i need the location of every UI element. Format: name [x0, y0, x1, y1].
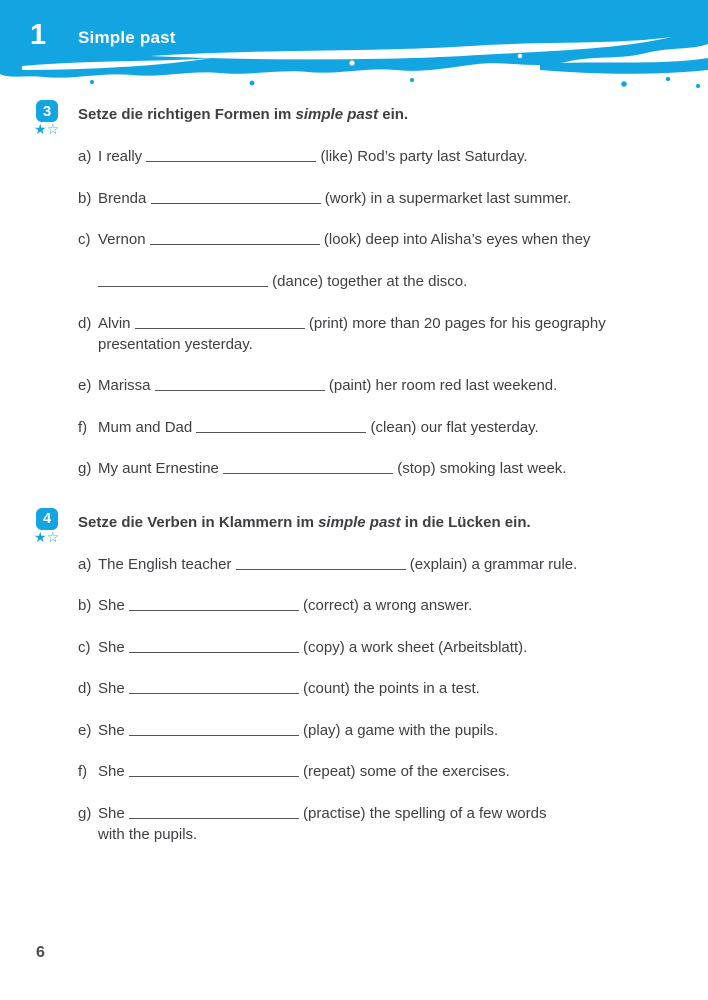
exercise-item — [78, 417, 684, 438]
item-label: a) — [78, 555, 92, 573]
item-text-segment: (stop) smoking last week. — [393, 460, 567, 477]
item-label: e) — [78, 377, 92, 394]
item-line — [98, 595, 684, 616]
item-content — [98, 313, 684, 355]
exercise-item — [78, 595, 684, 616]
item-line — [98, 417, 684, 438]
chapter-title: Simple past — [78, 28, 176, 47]
item-label: c) — [78, 638, 91, 656]
item-text-segment: (paint) her room red last weekend. — [324, 377, 558, 394]
exercise-4 — [36, 508, 684, 866]
exercise-item — [78, 188, 684, 209]
item-text-segment: Alvin — [98, 314, 135, 332]
answer-blank — [129, 639, 299, 653]
item-line — [98, 334, 684, 355]
item-text-segment: Vernon — [98, 231, 150, 248]
item-line — [98, 554, 684, 575]
difficulty-stars — [34, 123, 78, 138]
item-text-segment: (clean) our flat yesterday. — [366, 418, 539, 436]
answer-blank — [150, 231, 320, 245]
instruction-term: simple past — [295, 106, 379, 123]
answer-blank — [129, 680, 299, 694]
item-text-segment: Marissa — [98, 377, 155, 394]
item-label: a) — [78, 148, 92, 165]
item-label: c) — [78, 231, 91, 248]
exercise-instruction — [78, 100, 684, 125]
chapter-number: 1 — [30, 19, 47, 51]
item-label: g) — [78, 460, 92, 477]
item-text-segment: She — [98, 680, 129, 697]
item-line — [98, 375, 684, 396]
exercise-item — [78, 146, 684, 167]
item-content — [98, 720, 684, 741]
answer-blank — [129, 763, 299, 777]
star-outline-icon: ☆ — [46, 529, 60, 546]
exercise-item — [78, 458, 684, 479]
item-content — [98, 637, 684, 658]
item-text-segment: (explain) a grammar rule. — [405, 555, 578, 573]
exercise-items — [78, 554, 684, 845]
exercise-item — [78, 761, 684, 782]
instruction-text: Setze die richtigen Formen im — [78, 106, 296, 123]
exercise-number-badge: 3 — [36, 100, 58, 122]
exercise-number-badge: 4 — [36, 508, 58, 530]
item-content — [98, 678, 684, 699]
exercise-body — [78, 100, 684, 500]
exercise-3 — [36, 100, 684, 500]
item-line — [98, 824, 684, 845]
chapter-header — [0, 0, 708, 92]
item-text-segment: presentation yesterday. — [98, 335, 253, 353]
difficulty-stars — [34, 531, 78, 546]
star-filled-icon: ★ — [34, 529, 47, 546]
item-label: f) — [78, 418, 88, 436]
exercise-badge-column — [36, 100, 78, 500]
item-text-segment: (repeat) some of the exercises. — [298, 763, 510, 780]
item-text-segment: (like) Rod’s party last Saturday. — [316, 148, 528, 165]
item-content — [98, 417, 684, 438]
item-content — [98, 229, 684, 292]
answer-blank — [135, 315, 305, 329]
item-text-segment: I really — [98, 148, 147, 165]
item-content — [98, 803, 684, 845]
answer-blank — [236, 556, 406, 570]
item-text-segment: (work) in a supermarket last summer. — [320, 189, 572, 207]
item-line — [98, 458, 684, 479]
item-text-segment: (practise) the spelling of a few words — [298, 804, 547, 822]
item-line — [98, 229, 684, 250]
item-line — [98, 271, 684, 292]
item-content — [98, 188, 684, 209]
item-line — [98, 761, 684, 782]
item-label: f) — [78, 763, 88, 780]
instruction-text: ein. — [378, 106, 409, 123]
item-text-segment: (dance) together at the disco. — [268, 273, 468, 290]
item-line — [98, 146, 684, 167]
item-text-segment: (correct) a wrong answer. — [298, 597, 473, 614]
item-text-segment: My aunt Ernestine — [98, 460, 224, 477]
item-text-segment: She — [98, 597, 129, 614]
item-text-segment: Mum and Dad — [98, 418, 197, 436]
answer-blank — [151, 190, 321, 204]
exercise-item — [78, 313, 684, 355]
exercise-item — [78, 554, 684, 575]
item-text-segment: (copy) a work sheet (Arbeitsblatt). — [298, 638, 528, 656]
item-label: b) — [78, 189, 92, 207]
answer-blank — [98, 273, 268, 287]
item-line — [98, 678, 684, 699]
answer-blank — [129, 805, 299, 819]
exercise-item — [78, 803, 684, 845]
page-number: 6 — [36, 944, 45, 961]
star-filled-icon: ★ — [34, 122, 47, 138]
exercise-item — [78, 229, 684, 292]
item-label: e) — [78, 721, 92, 739]
item-label: g) — [78, 804, 92, 822]
item-line — [98, 313, 684, 334]
item-label: b) — [78, 597, 92, 614]
item-content — [98, 554, 684, 575]
exercise-item — [78, 678, 684, 699]
answer-blank — [196, 419, 366, 433]
instruction-text: in die Lücken ein. — [400, 513, 531, 531]
item-line — [98, 637, 684, 658]
item-line — [98, 803, 684, 824]
item-text-segment: She — [98, 763, 129, 780]
item-content — [98, 595, 684, 616]
answer-blank — [146, 148, 316, 162]
exercise-body — [78, 508, 684, 866]
star-outline-icon: ☆ — [46, 122, 60, 138]
item-text-segment: She — [98, 721, 129, 739]
exercise-item — [78, 375, 684, 396]
item-content — [98, 458, 684, 479]
item-text-segment: The English teacher — [98, 555, 236, 573]
item-label: d) — [78, 314, 92, 332]
item-text-segment: Brenda — [98, 189, 151, 207]
exercise-item — [78, 637, 684, 658]
item-text-segment: (print) more than 20 pages for his geography — [304, 314, 606, 332]
item-line — [98, 188, 684, 209]
answer-blank — [223, 460, 393, 474]
worksheet-content — [0, 100, 708, 865]
answer-blank — [129, 597, 299, 611]
item-label: d) — [78, 680, 92, 697]
item-text-segment: She — [98, 804, 129, 822]
item-content — [98, 761, 684, 782]
exercise-badge-column — [36, 508, 78, 866]
instruction-term: simple past — [318, 513, 401, 531]
item-content — [98, 375, 684, 396]
exercise-item — [78, 720, 684, 741]
item-content — [98, 146, 684, 167]
exercise-instruction — [78, 508, 684, 533]
item-text-segment: (count) the points in a test. — [298, 680, 480, 697]
instruction-text: Setze die Verben in Klammern im — [78, 513, 319, 531]
item-text-segment: (play) a game with the pupils. — [298, 721, 499, 739]
item-text-segment: (look) deep into Alisha’s eyes when they — [319, 231, 591, 248]
answer-blank — [155, 377, 325, 391]
answer-blank — [129, 722, 299, 736]
item-text-segment: She — [98, 638, 129, 656]
exercise-items — [78, 146, 684, 479]
item-text-segment: with the pupils. — [98, 825, 198, 843]
item-line — [98, 720, 684, 741]
exercise-list — [0, 100, 708, 865]
